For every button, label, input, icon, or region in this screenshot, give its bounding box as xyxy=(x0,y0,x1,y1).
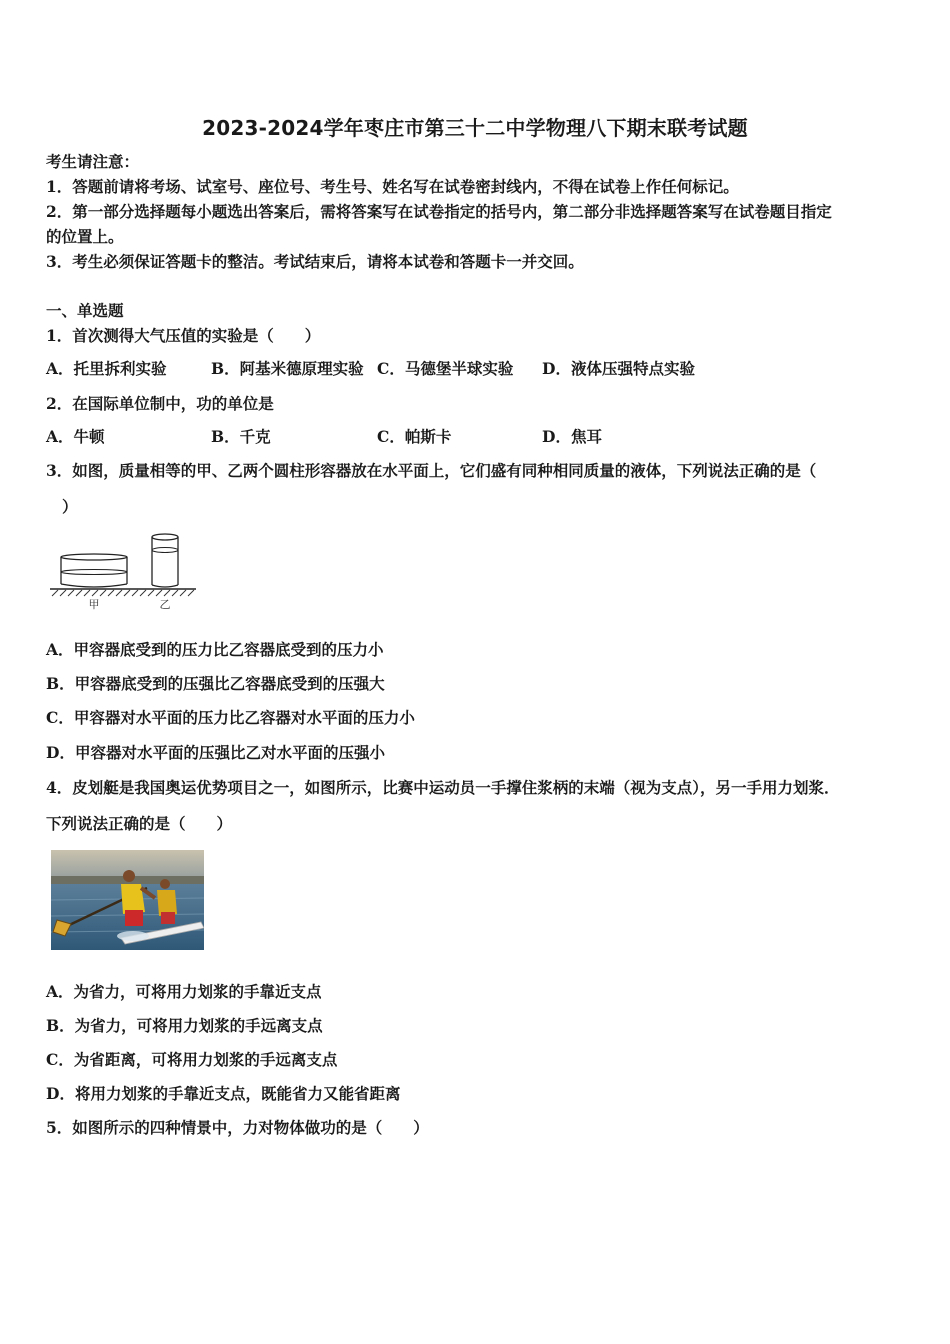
q3-option-d[interactable]: D．甲容器对水平面的压强比乙对水平面的压强小 xyxy=(46,743,385,762)
q4-option-d[interactable]: D．将用力划浆的手靠近支点，既能省力又能省距离 xyxy=(46,1084,401,1103)
q4-option-b[interactable]: B．为省力，可将用力划浆的手远离支点 xyxy=(46,1016,323,1035)
q3-option-a[interactable]: A．甲容器底受到的压力比乙容器底受到的压力小 xyxy=(46,640,384,659)
section-heading: 一、单选题 xyxy=(46,301,124,320)
question-2-stem: 2．在国际单位制中，功的单位是 xyxy=(46,394,274,413)
notice-item-3: 3．考生必须保证答题卡的整洁。考试结束后，请将本试卷和答题卡一并交回。 xyxy=(46,252,584,271)
q2-option-a[interactable]: A．牛顿 xyxy=(46,427,105,446)
notice-heading: 考生请注意： xyxy=(46,152,140,171)
kayak-photo xyxy=(51,850,204,950)
container-yi xyxy=(152,534,178,587)
q4-option-a[interactable]: A．为省力，可将用力划浆的手靠近支点 xyxy=(46,982,322,1001)
question-1-stem: 1．首次测得大气压值的实验是（ ） xyxy=(46,326,321,345)
label-yi: 乙 xyxy=(159,598,171,610)
q1-option-c[interactable]: C．马德堡半球实验 xyxy=(377,359,514,378)
notice-item-2: 2．第一部分选择题每小题选出答案后，需将答案写在试卷指定的括号内，第二部分非选择题答案写在试卷题目指定 xyxy=(46,202,832,221)
q3-option-b[interactable]: B．甲容器底受到的压强比乙容器底受到的压强大 xyxy=(46,674,385,693)
notice-item-1: 1．答题前请将考场、试室号、座位号、考生号、姓名写在试卷密封线内，不得在试卷上作任何标记。 xyxy=(46,177,739,196)
question-3-stem-cont: ） xyxy=(62,497,78,516)
q2-option-c[interactable]: C．帕斯卡 xyxy=(377,427,452,446)
notice-item-2-cont: 的位置上。 xyxy=(46,227,124,246)
q1-option-a[interactable]: A．托里拆利实验 xyxy=(46,359,167,378)
page-title: 2023-2024学年枣庄市第三十二中学物理八下期末联考试题 xyxy=(202,116,748,140)
question-3-stem: 3．如图，质量相等的甲、乙两个圆柱形容器放在水平面上，它们盛有同种相同质量的液体，下列说法正确的是（ xyxy=(46,461,817,480)
q1-option-d[interactable]: D．液体压强特点实验 xyxy=(542,359,695,378)
question-5-stem: 5．如图所示的四种情景中，力对物体做功的是（ ） xyxy=(46,1118,429,1137)
q2-option-d[interactable]: D．焦耳 xyxy=(542,427,602,446)
question-4-stem-cont: 下列说法正确的是（ ） xyxy=(46,814,233,833)
containers-figure xyxy=(46,528,201,610)
q4-option-c[interactable]: C．为省距离，可将用力划浆的手远离支点 xyxy=(46,1050,338,1069)
q1-option-b[interactable]: B．阿基米德原理实验 xyxy=(211,359,364,378)
q2-option-b[interactable]: B．千克 xyxy=(211,427,271,446)
label-jia: 甲 xyxy=(88,598,100,610)
question-4-stem: 4．皮划艇是我国奥运优势项目之一，如图所示，比赛中运动员一手撑住浆柄的末端（视为支点），另一手用力划浆． xyxy=(46,778,840,797)
container-jia xyxy=(61,554,127,587)
q3-option-c[interactable]: C．甲容器对水平面的压力比乙容器对水平面的压力小 xyxy=(46,708,415,727)
